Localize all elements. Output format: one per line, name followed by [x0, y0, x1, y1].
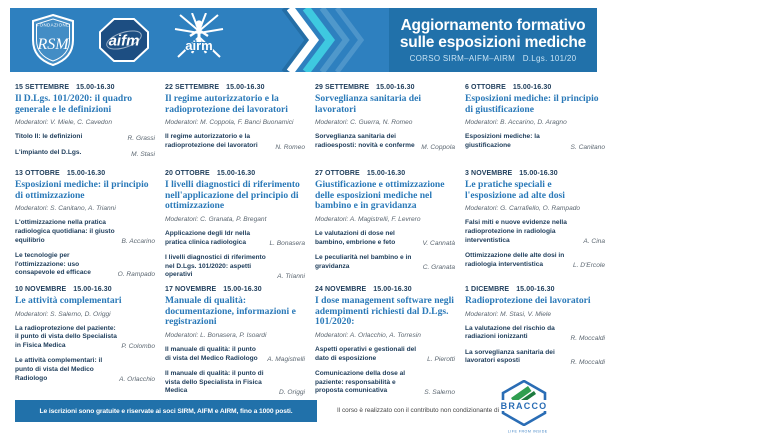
session-moderators: Moderatori: A. Orlacchio, A. Torresin: [315, 332, 421, 340]
registration-banner: Le iscrizioni sono gratuite e riservate ai soci SIRM, AIFM e AIRM, fino a 1000 posti.: [15, 400, 317, 422]
session-date: [15, 170, 155, 177]
talk-row: [315, 133, 455, 150]
talk-title: Il manuale di qualità: il punto di vista dello Specialista in Fisica Medica: [165, 370, 264, 395]
session-moderators: Moderatori: S. Salerno, D. Origgi: [15, 310, 111, 318]
session-moderators: Moderatori: C. Granata, P. Bregant: [165, 216, 267, 224]
session-time-text: 15.00-16.30: [73, 286, 112, 293]
talk-row: [15, 219, 155, 245]
course-title-box: [389, 8, 597, 72]
session-date-text: 24 NOVEMBRE: [315, 286, 367, 293]
talk-title: Titolo II: le definizioni: [15, 133, 83, 141]
talk-title: La sorveglianza sanitaria dei lavoratori esposti: [465, 348, 555, 365]
talk-title: Applicazione degli ldr nella pratica clinica radiologica: [165, 230, 251, 246]
session-date: [15, 84, 155, 91]
session-time-text: 15.00-16.30: [76, 84, 115, 91]
talk-row: [15, 252, 155, 278]
talk-speaker: N. Romeo: [275, 143, 305, 151]
bracco-sponsor: [497, 380, 551, 436]
session-date-text: 3 NOVEMBRE: [465, 170, 513, 177]
session-title: Il D.Lgs. 101/2020: il quadro generale e le definizioni: [15, 93, 133, 115]
aifm-wordmark: aifm: [108, 32, 140, 50]
talk-speaker: V. Cannatà: [422, 240, 455, 248]
session-date-text: 10 NOVEMBRE: [15, 286, 67, 293]
session-time-text: 15.00-16.30: [376, 84, 415, 91]
talk-title: L'ottimizzazione nella pratica radiologica quotidiana: il giusto equilibrio: [15, 219, 115, 244]
session-date: [15, 286, 155, 293]
talk-row: [15, 133, 155, 142]
talk-title: I livelli diagnostici di riferimento nel D.Lgs. 101/2020: aspetti operativi: [165, 254, 266, 279]
talk-speaker: R. Moccaldi: [570, 358, 605, 366]
talk-speaker: A. Trianni: [277, 273, 305, 281]
session-title: Esposizioni mediche: il principio di giustificazione: [465, 93, 599, 115]
session-time-text: 15.00-16.30: [366, 170, 406, 177]
talk-title: Sorveglianza sanitaria dei radioesposti: novità e conferme: [315, 133, 415, 150]
session-card: [465, 84, 605, 170]
session-date-text: 29 SETTEMBRE: [315, 84, 370, 91]
session-date: [315, 170, 455, 177]
talk-title: Il regime autorizzatorio e la radioprotezione dei lavoratori: [165, 133, 258, 150]
talk-row: [465, 325, 605, 342]
talk-title: Il manuale di qualità: il punto di vista del Medico Radiologo: [165, 346, 258, 362]
talk-speaker: A. Orlacchio: [119, 376, 155, 384]
session-card: [165, 170, 305, 286]
sirm-monogram: RSM: [37, 36, 69, 53]
session-moderators: Moderatori: L. Bonasera, P. Isoardi: [165, 332, 267, 340]
session-title: Le attività complementari: [15, 295, 122, 306]
talk-speaker: R. Grassi: [127, 135, 155, 143]
session-moderators: Moderatori: A. Magistrelli, F. Levrero: [315, 216, 421, 224]
airm-logo: [172, 13, 226, 67]
session-date: [165, 286, 305, 293]
talk-speaker: S. Canitano: [570, 143, 605, 151]
session-date: [315, 84, 455, 91]
session-title: I dose management software negli adempimenti richiesti dal D.Lgs. 101/2020:: [315, 295, 454, 328]
talk-speaker: M. Coppola: [421, 143, 455, 151]
session-title: Le pratiche speciali e l'esposizione ad alte dosi: [465, 179, 565, 201]
sponsor-note: Il corso è realizzato con il contributo non condizionante di: [337, 407, 499, 414]
talk-row: [465, 133, 605, 150]
talk-title: Le attività complementari: il punto di vista del Medico Radiologo: [15, 357, 103, 382]
session-date-text: 22 SETTEMBRE: [165, 84, 220, 91]
talk-row: [15, 325, 155, 351]
session-card: [315, 170, 455, 286]
talk-row: [315, 230, 455, 247]
session-date-text: 17 NOVEMBRE: [165, 286, 217, 293]
header-banner: [10, 8, 597, 72]
talk-title: L'impianto del D.Lgs.: [15, 149, 82, 157]
talk-title: Aspetti operativi e gestionali del dato di esposizione: [315, 346, 417, 362]
talk-row: [315, 370, 455, 396]
talk-speaker: L. D'Ercole: [572, 262, 605, 270]
session-time-text: 15.00-16.30: [516, 286, 555, 293]
talk-speaker: B. Accarino: [121, 238, 155, 246]
session-moderators: Moderatori: M. Stasi, V. Miele: [465, 310, 551, 318]
talk-row: [165, 230, 305, 247]
talk-row: [15, 149, 155, 158]
session-date: [165, 84, 305, 91]
talk-speaker: A. Cina: [583, 238, 605, 246]
bracco-logo: [497, 380, 551, 426]
talk-title: Falsi miti e nuove evidenze nella radioprotezione in radiologia interventistica: [465, 219, 567, 244]
session-date: [165, 170, 305, 177]
session-title: Il regime autorizzatorio e la radioprotezione dei lavoratori: [165, 93, 288, 115]
session-card: [15, 286, 155, 403]
talk-row: [165, 346, 305, 363]
talk-speaker: L. Pierotti: [427, 356, 455, 364]
session-date: [315, 286, 455, 293]
talk-title: La radioprotezione del paziente: il punto di vista dello Specialista in Fisica Medica: [15, 324, 117, 349]
talk-title: Comunicazione della dose al paziente: responsabilità e proposta comunicativa: [315, 370, 406, 395]
talk-row: [165, 370, 305, 396]
sirm-shield-logo: [30, 14, 76, 66]
talk-row: [315, 346, 455, 363]
talk-row: [165, 254, 305, 280]
session-card: [165, 286, 305, 403]
course-subtitle: CORSO SIRM–AIFM–AIRM D.Lgs. 101/20: [409, 54, 577, 64]
session-card: [465, 170, 605, 286]
session-title: Esposizioni mediche: il principio di ottimizzazione: [15, 179, 149, 201]
session-time-text: 15.00-16.30: [66, 170, 106, 177]
session-card: [15, 84, 155, 170]
talk-speaker: A. Magistrelli: [267, 356, 305, 364]
talk-title: Le peculiarità nel bambino e in gravidanza: [315, 254, 412, 270]
session-card: [315, 84, 455, 170]
talk-title: Le valutazioni di dose nel bambino, embrione e feto: [315, 230, 396, 246]
session-time-text: 15.00-16.30: [373, 286, 412, 293]
talk-title: Esposizioni mediche: la giustificazione: [465, 133, 540, 150]
session-title: Sorveglianza sanitaria dei lavoratori: [315, 93, 422, 115]
session-time-text: 15.00-16.30: [519, 170, 558, 177]
session-title: I livelli diagnostici di riferimento nell'applicazione del principio di ottimizzazione: [165, 179, 300, 212]
session-moderators: Moderatori: G. Carrafiello, O. Rampado: [465, 205, 581, 213]
bracco-wordmark: BRACCO: [500, 401, 548, 411]
talk-speaker: M. Stasi: [131, 150, 155, 158]
session-date: [465, 84, 605, 91]
session-date-text: 13 OTTOBRE: [15, 170, 60, 177]
talk-speaker: R. Moccaldi: [570, 334, 605, 342]
talk-row: [315, 254, 455, 271]
talk-title: Ottimizzazione delle alte dosi in radiologia interventistica: [465, 252, 565, 268]
talk-row: [465, 349, 605, 366]
bracco-tagline: LIFE FROM INSIDE: [507, 430, 548, 434]
session-moderators: Moderatori: B. Accarino, D. Aragno: [465, 119, 567, 127]
session-moderators: Moderatori: V. Miele, C. Cavedon: [15, 119, 112, 127]
session-moderators: Moderatori: C. Guerra, N. Romeo: [315, 119, 413, 127]
session-title: Radioprotezione dei lavoratori: [465, 295, 591, 306]
course-title-line2: sulle esposizioni mediche: [399, 34, 587, 51]
logo-row: [30, 8, 226, 72]
talk-title: La valutazione del rischio da radiazioni ionizzanti: [465, 324, 555, 341]
session-card: [165, 84, 305, 170]
sirm-fondazione-label: FONDAZIONE: [36, 22, 70, 28]
session-date: [465, 286, 605, 293]
session-title: Manuale di qualità: documentazione, informazioni e registrazioni: [165, 295, 296, 328]
session-time-text: 15.00-16.30: [216, 170, 256, 177]
session-time-text: 15.00-16.30: [226, 84, 265, 91]
session-card: [15, 170, 155, 286]
session-time-text: 15.00-16.30: [223, 286, 262, 293]
talk-speaker: S. Salerno: [424, 389, 455, 397]
session-card: [315, 286, 455, 403]
session-title: Giustificazione e ottimizzazione delle esposizioni mediche nel bambino e in gravidanza: [315, 179, 445, 212]
course-title-line1: Aggiornamento formativo: [400, 16, 586, 34]
session-date-text: 27 OTTOBRE: [315, 170, 360, 177]
session-date-text: 20 OTTOBRE: [165, 170, 210, 177]
talk-speaker: D. Origgi: [278, 389, 305, 397]
aifm-logo: [98, 17, 150, 63]
talk-speaker: L. Bonasera: [269, 240, 305, 248]
talk-row: [165, 133, 305, 150]
talk-title: Le tecnologie per l'ottimizzazione: uso consapevole ed efficace: [15, 252, 91, 277]
talk-speaker: P. Colombo: [121, 343, 155, 351]
talk-speaker: O. Rampado: [117, 270, 155, 278]
session-date-text: 15 SETTEMBRE: [15, 84, 70, 91]
program-grid: [15, 84, 605, 403]
session-moderators: Moderatori: M. Coppola, F. Banci Buonamici: [165, 119, 294, 127]
session-date-text: 1 DICEMBRE: [465, 286, 510, 293]
session-date-text: 6 OTTOBRE: [465, 84, 506, 91]
talk-row: [465, 219, 605, 245]
session-date: [465, 170, 605, 177]
talk-speaker: C. Granata: [422, 264, 455, 272]
session-time-text: 15.00-16.30: [512, 84, 552, 91]
chevron-arrows-icon: [280, 8, 380, 72]
session-moderators: Moderatori: S. Canitano, A. Trianni: [15, 205, 116, 213]
airm-wordmark: airm: [185, 38, 213, 53]
talk-row: [465, 252, 605, 269]
talk-row: [15, 357, 155, 383]
